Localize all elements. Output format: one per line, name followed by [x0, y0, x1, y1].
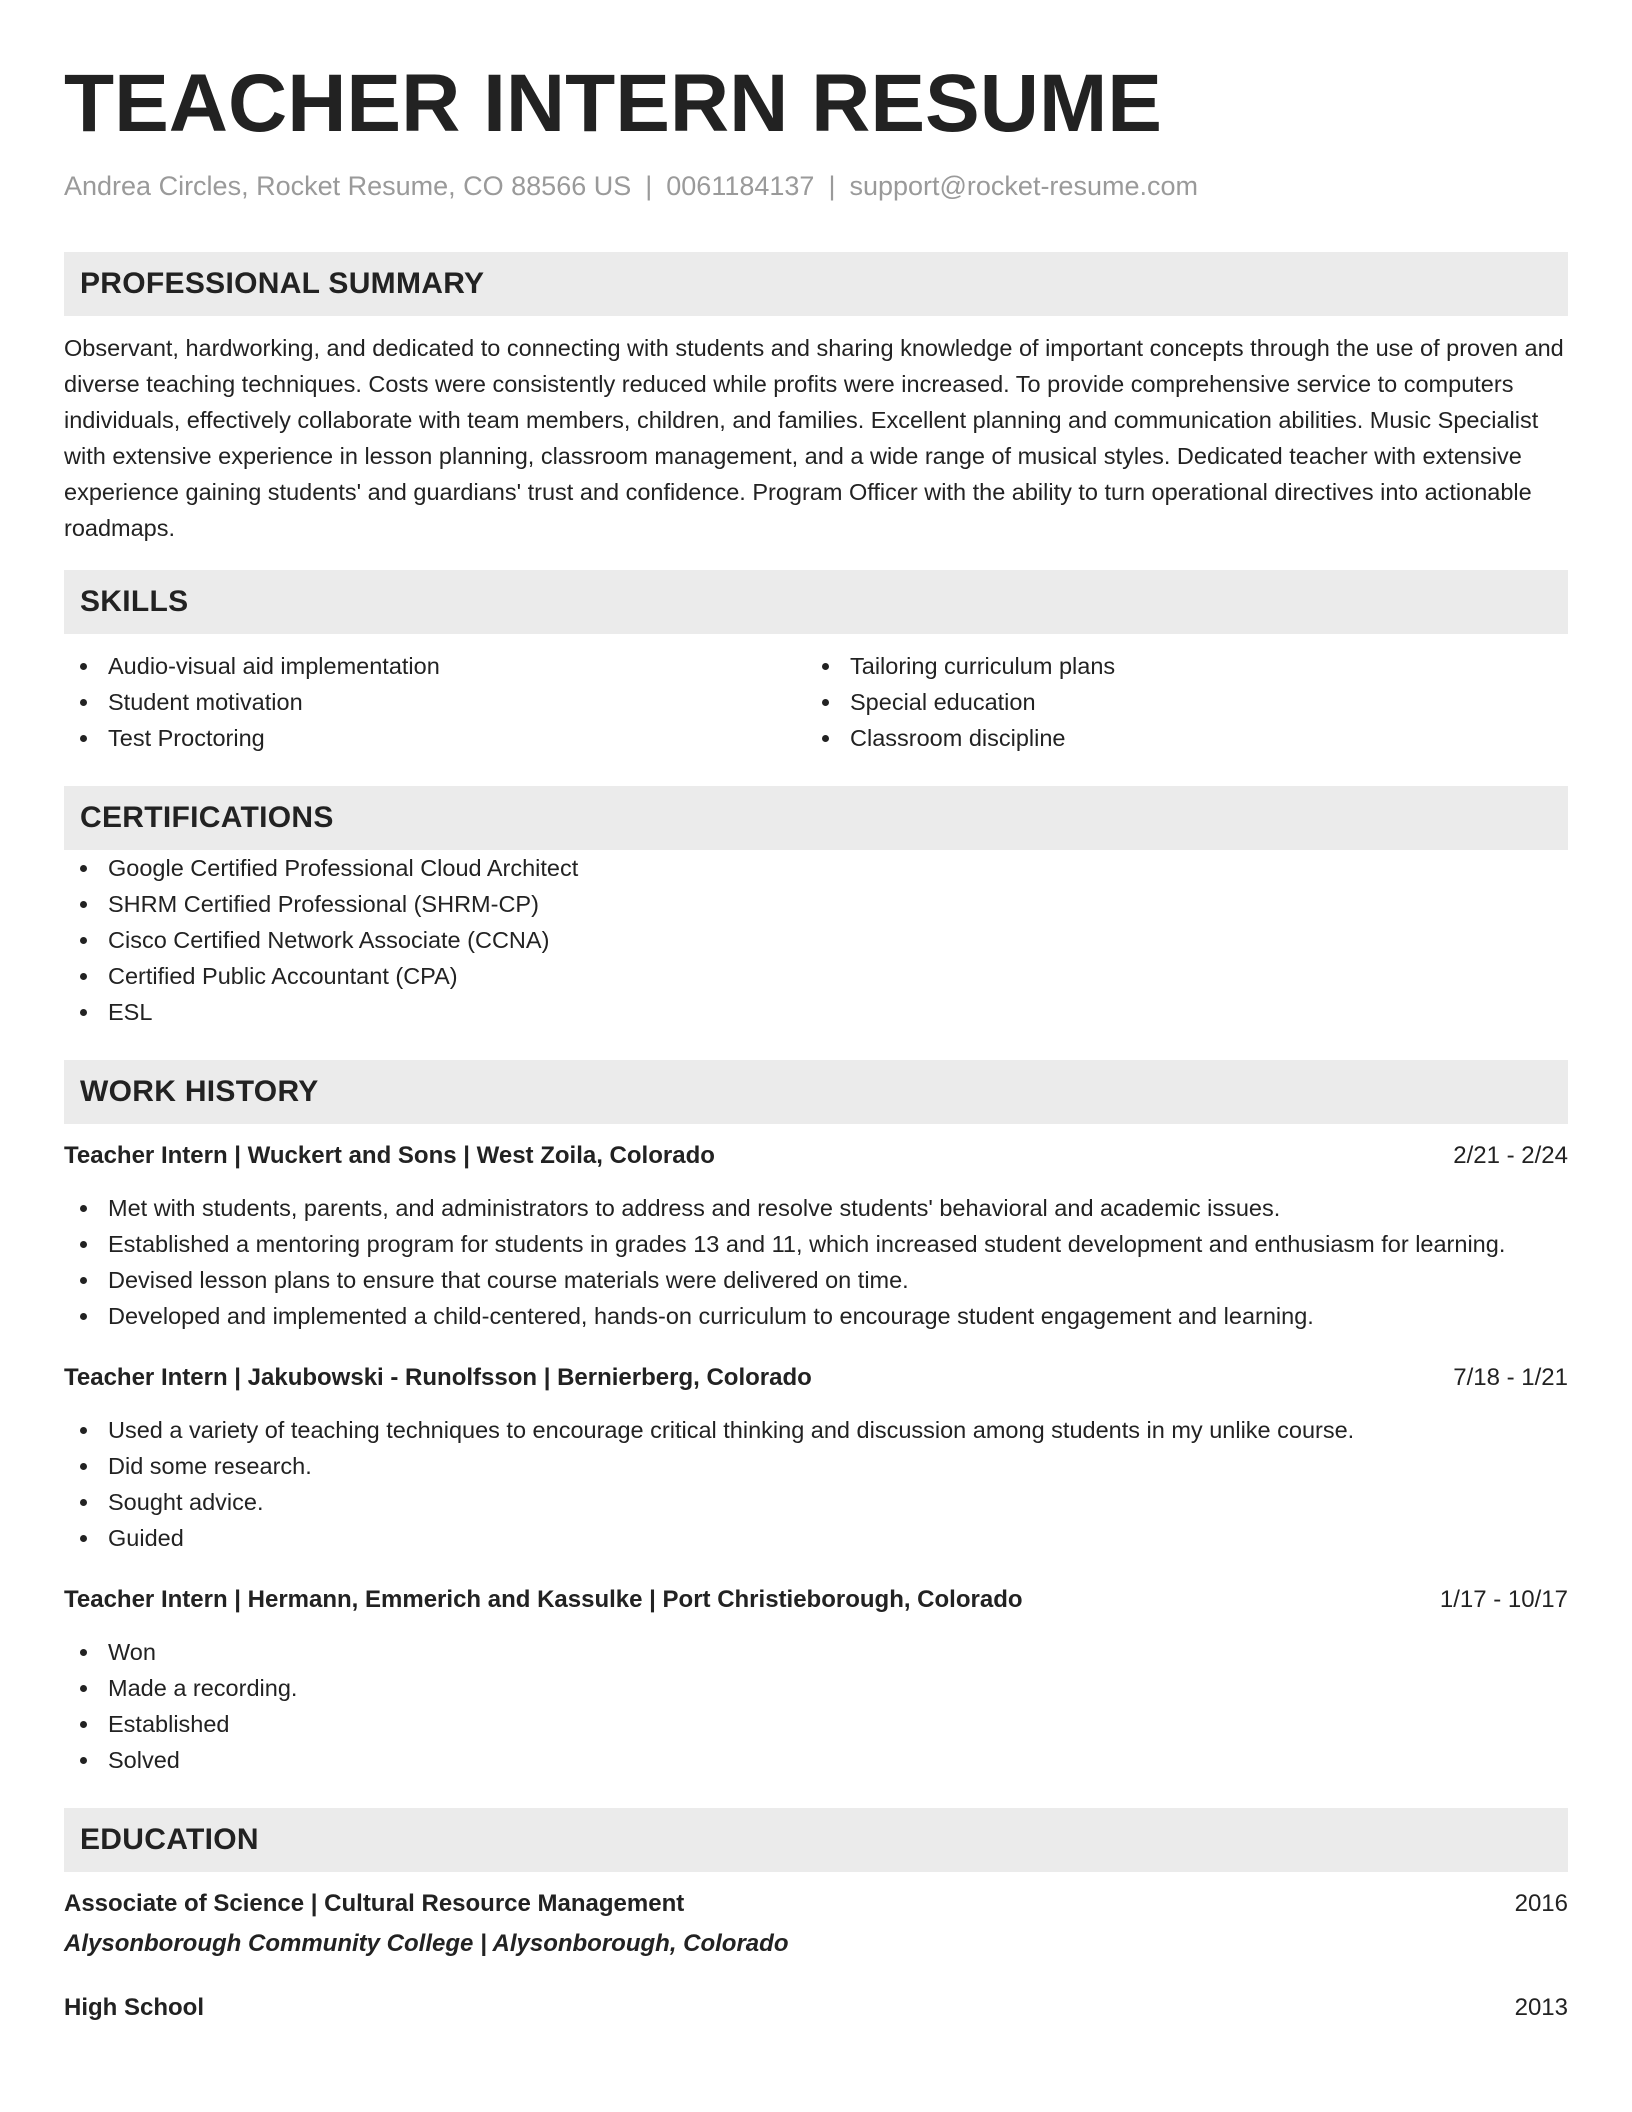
- job-bullet: Met with students, parents, and administrators to address and resolve students' behavioral and academic issues.: [64, 1190, 1568, 1226]
- education-degree: Associate of Science | Cultural Resource Management: [64, 1890, 685, 1917]
- job-title: Teacher Intern | Jakubowski - Runolfsson | Bernierberg, Colorado: [64, 1364, 812, 1391]
- certification-item: SHRM Certified Professional (SHRM-CP): [64, 886, 1568, 922]
- job-header: [64, 1360, 1568, 1396]
- job-bullet: Devised lesson plans to ensure that course materials were delivered on time.: [64, 1262, 1568, 1298]
- job-bullets: [64, 1412, 1568, 1556]
- contact-separator: |: [828, 171, 836, 201]
- certification-item: ESL: [64, 994, 1568, 1030]
- job-bullet: Solved: [64, 1742, 1568, 1778]
- summary-text: Observant, hardworking, and dedicated to connecting with students and sharing knowledge of important concepts through the use of proven and diverse teaching techniques. Costs were consistently reduced while profits were increased. To provide comprehensive service to computers individuals, effectively collaborate with team members, children, and families. Excellent planning and communication abilities. Music Specialist with extensive experience in lesson planning, classroom management, and a wide range of musical styles. Dedicated teacher with extensive experience gaining students' and guardians' trust and confidence. Program Officer with the ability to turn operational directives into actionable roadmaps.: [64, 335, 1564, 541]
- contact-email: support@rocket-resume.com: [849, 171, 1198, 201]
- skills-list-left: [64, 648, 806, 756]
- job-title: Teacher Intern | Hermann, Emmerich and Kassulke | Port Christieborough, Colorado: [64, 1586, 1023, 1613]
- job-header: [64, 1138, 1568, 1174]
- skills-columns: [64, 648, 1568, 756]
- education-degree: High School: [64, 1994, 204, 2021]
- resume-page: [64, 56, 1568, 2026]
- resume-title: TEACHER INTERN RESUME: [64, 58, 1162, 149]
- skill-item: Tailoring curriculum plans: [806, 648, 1548, 684]
- job-dates: 1/17 - 10/17: [1439, 1586, 1568, 1613]
- section-heading-certifications: CERTIFICATIONS: [64, 786, 1568, 850]
- job-bullet: Used a variety of teaching techniques to encourage critical thinking and discussion among students in my unlike course.: [64, 1412, 1568, 1448]
- job-bullet: Developed and implemented a child-centered, hands-on curriculum to encourage student engagement and learning.: [64, 1298, 1568, 1334]
- contact-separator: |: [645, 171, 653, 201]
- job-bullet: Won: [64, 1634, 1568, 1670]
- job-bullets: [64, 1190, 1568, 1334]
- section-heading-education: EDUCATION: [64, 1808, 1568, 1872]
- certifications-list: [64, 850, 1568, 1030]
- job-bullet: Did some research.: [64, 1448, 1568, 1484]
- education-entry: [64, 1886, 1568, 1962]
- skill-item: Special education: [806, 684, 1548, 720]
- skill-item: Audio-visual aid implementation: [64, 648, 806, 684]
- job-bullet: Guided: [64, 1520, 1568, 1556]
- education-entry: [64, 1990, 1568, 2026]
- skills-list-right: [806, 648, 1548, 756]
- contact-phone: 0061184137: [666, 171, 815, 201]
- skill-item: Student motivation: [64, 684, 806, 720]
- job-dates: 2/21 - 2/24: [1453, 1142, 1568, 1169]
- education-school: Alysonborough Community College | Alysonborough, Colorado: [64, 1930, 789, 1957]
- job-entry: [64, 1360, 1568, 1556]
- education-header: [64, 1886, 1568, 1922]
- job-header: [64, 1582, 1568, 1618]
- job-entry: [64, 1138, 1568, 1334]
- job-entry: [64, 1582, 1568, 1778]
- job-bullet: Established: [64, 1706, 1568, 1742]
- certification-item: Certified Public Accountant (CPA): [64, 958, 1568, 994]
- section-heading-summary: PROFESSIONAL SUMMARY: [64, 252, 1568, 316]
- job-title: Teacher Intern | Wuckert and Sons | West Zoila, Colorado: [64, 1142, 715, 1169]
- job-bullet: Established a mentoring program for students in grades 13 and 11, which increased student development and enthusiasm for learning.: [64, 1226, 1568, 1262]
- contact-line: [64, 168, 1568, 204]
- job-dates: 7/18 - 1/21: [1453, 1364, 1568, 1391]
- skill-item: Test Proctoring: [64, 720, 806, 756]
- education-year: 2013: [1514, 1994, 1568, 2021]
- job-bullet: Sought advice.: [64, 1484, 1568, 1520]
- education-year: 2016: [1514, 1890, 1568, 1917]
- skill-item: Classroom discipline: [806, 720, 1548, 756]
- section-heading-skills: SKILLS: [64, 570, 1568, 634]
- contact-address: Andrea Circles, Rocket Resume, CO 88566 US: [64, 171, 632, 201]
- certification-item: Cisco Certified Network Associate (CCNA): [64, 922, 1568, 958]
- education-header: [64, 1990, 1568, 2026]
- job-bullet: Made a recording.: [64, 1670, 1568, 1706]
- job-bullets: [64, 1634, 1568, 1778]
- certification-item: Google Certified Professional Cloud Architect: [64, 850, 1568, 886]
- section-heading-work-history: WORK HISTORY: [64, 1060, 1568, 1124]
